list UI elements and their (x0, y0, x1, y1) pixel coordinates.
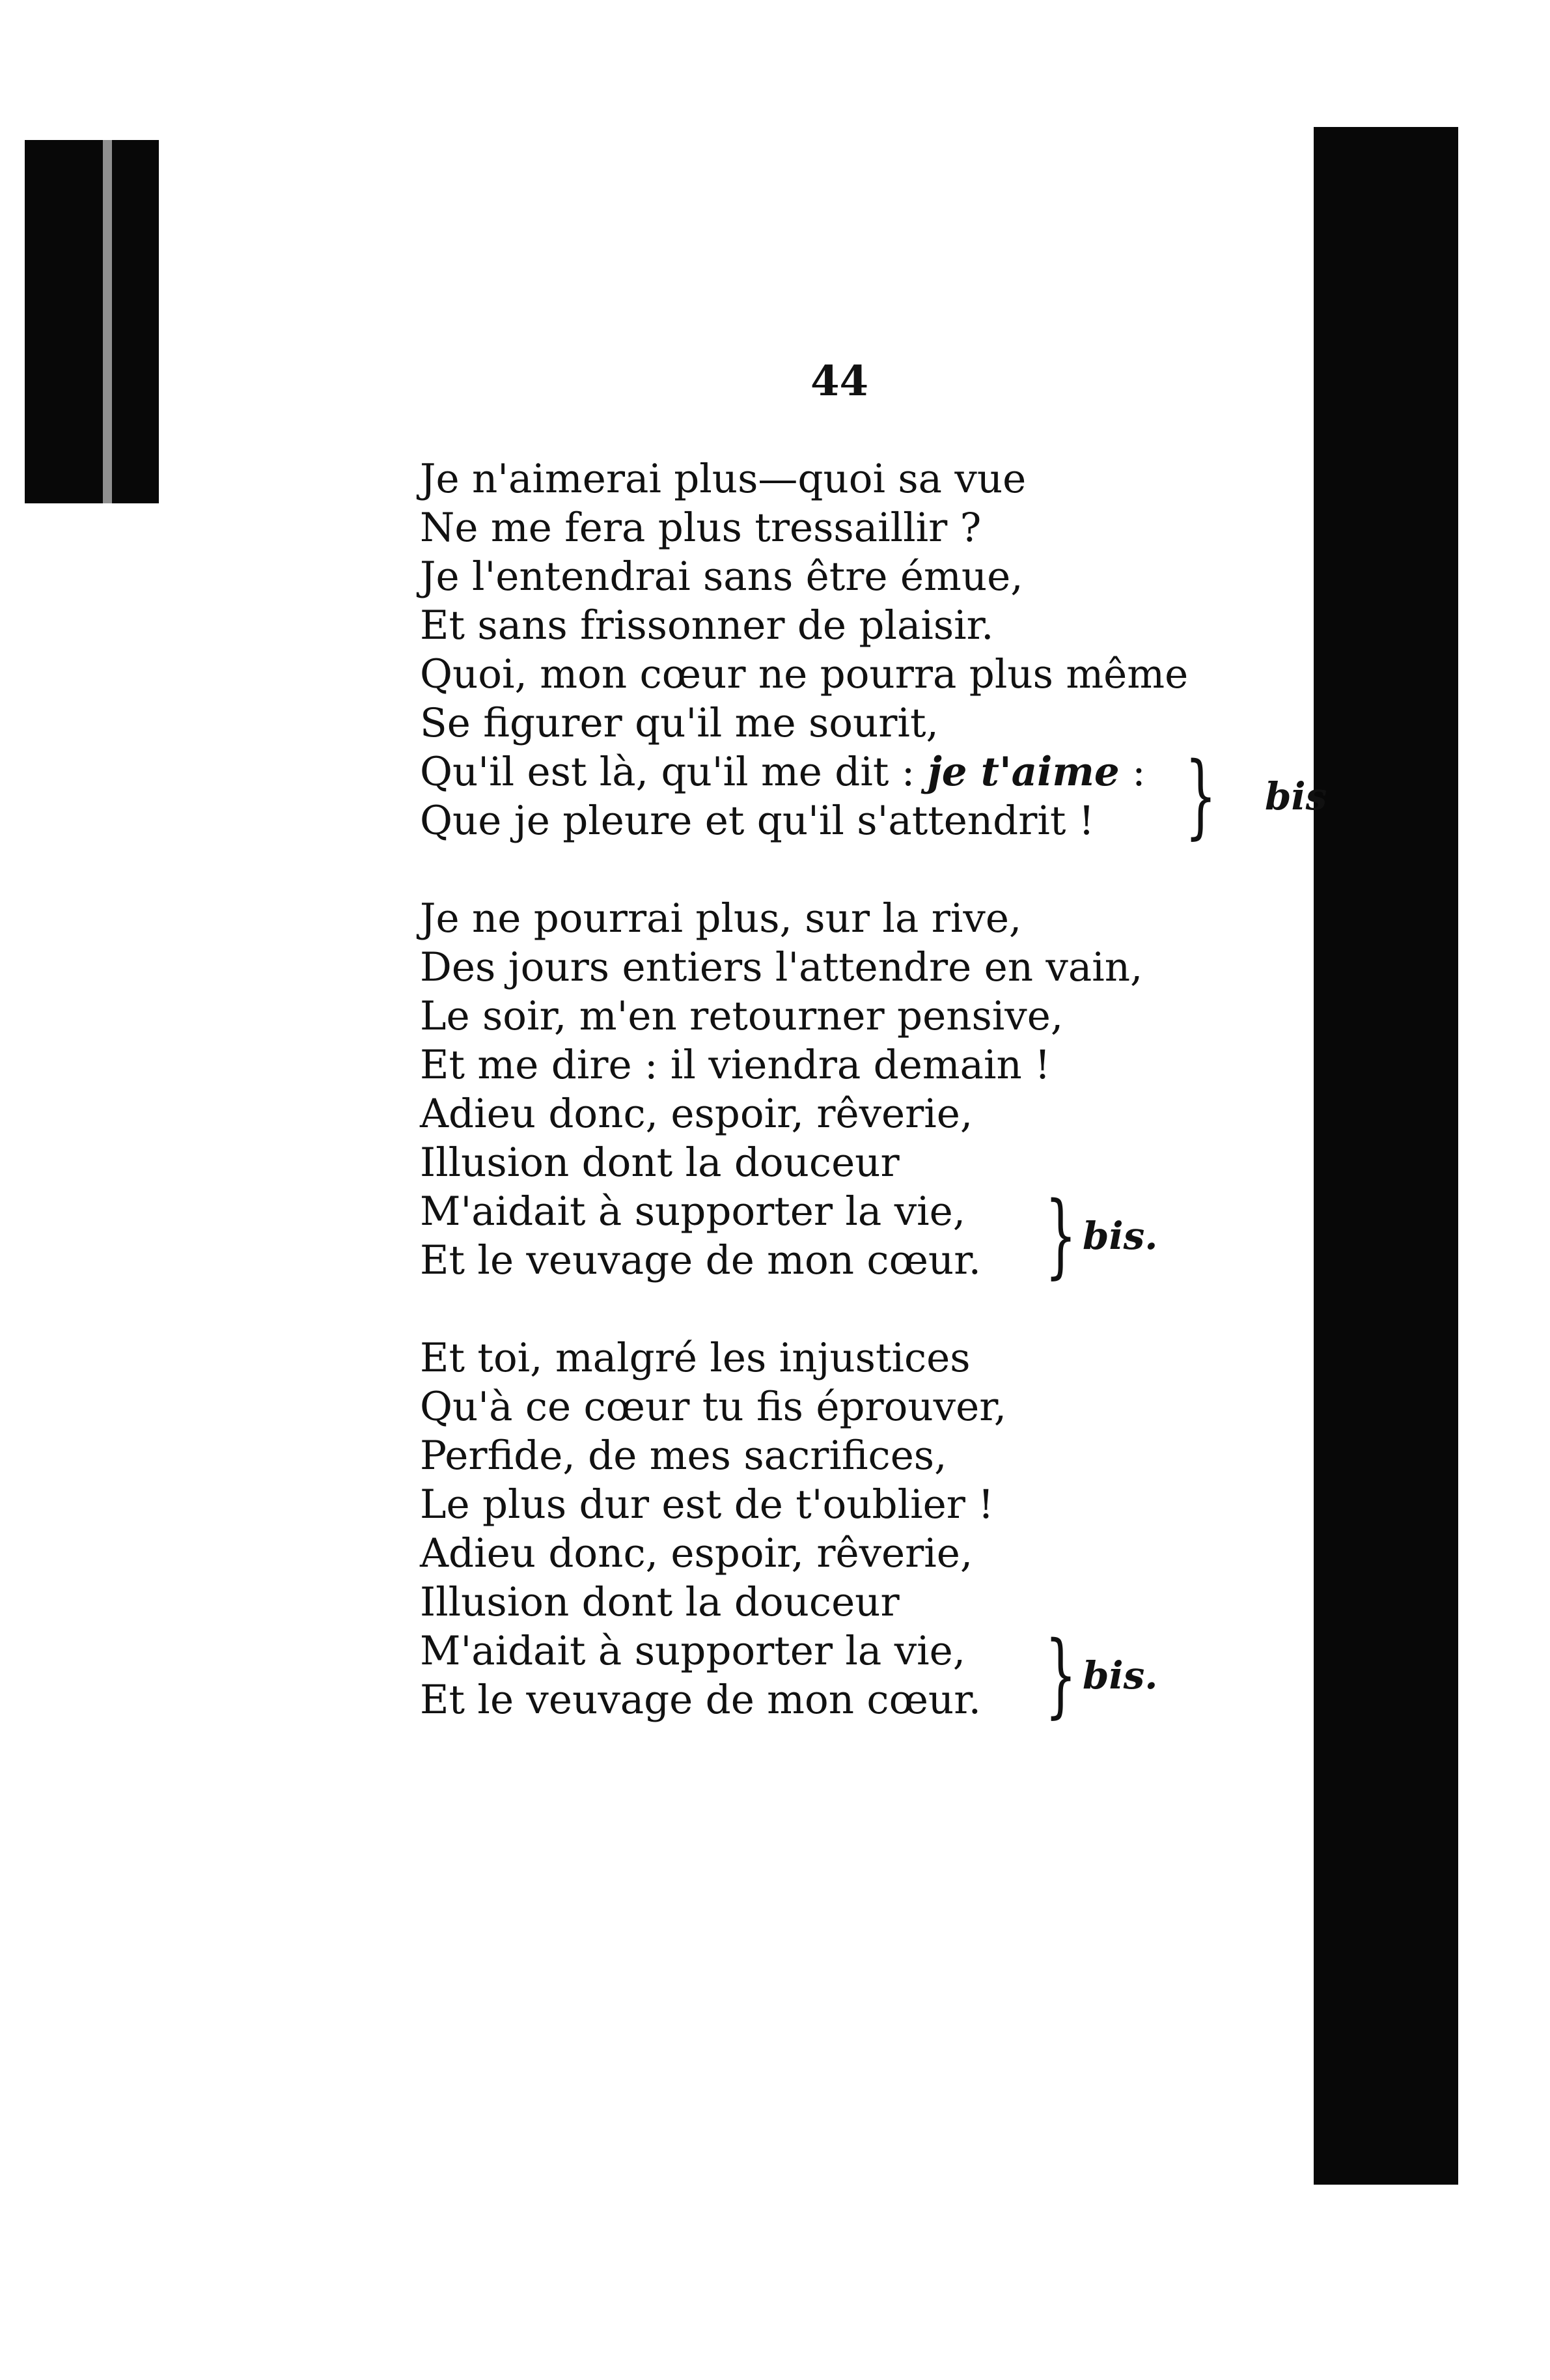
brace-glyph: } (1185, 743, 1217, 849)
verse-line: Et toi, malgré les injustices (420, 1335, 971, 1381)
bis-marker: bis. (1083, 1214, 1158, 1258)
brace-glyph: } (1045, 1183, 1077, 1289)
brace-glyph: } (1045, 1622, 1077, 1728)
verse-line: Adieu donc, espoir, rêverie, (420, 1530, 973, 1576)
verse-line: Ne me fera plus tressaillir ? (420, 505, 982, 551)
verse-line (420, 748, 1279, 796)
page-edge-shadow-right (1314, 127, 1458, 2185)
stanza-2 (420, 894, 1279, 1289)
refrain (420, 743, 1327, 849)
verse-line: M'aidait à supporter la vie, (420, 1628, 966, 1674)
verse-line: Et sans frissonner de plaisir. (420, 602, 994, 649)
verse-line: Qu'à ce cœur tu fis éprouver, (420, 1384, 1007, 1430)
refrain (420, 1622, 1279, 1728)
verse-line: Le plus dur est de t'oublier ! (420, 1481, 994, 1528)
bis-marker: bis. (1083, 1653, 1158, 1698)
stanza-1 (420, 455, 1327, 849)
verse-line: Je n'aimerai plus—quoi sa vue (420, 456, 1027, 502)
verse-line: Le soir, m'en retourner pensive, (420, 993, 1064, 1039)
verse-line: Adieu donc, espoir, rêverie, (420, 1091, 973, 1137)
verse-text: : (1119, 749, 1146, 795)
verse-line: Que je pleure et qu'il s'attendrit ! (420, 798, 1095, 844)
verse-line: Et me dire : il viendra demain ! (420, 1042, 1051, 1088)
stanza-3 (420, 1334, 1279, 1728)
page-number: 44 (810, 357, 869, 406)
verse-line: Et le veuvage de mon cœur. (420, 1237, 982, 1283)
emphasis-text: je t'aime (927, 749, 1120, 795)
page-edge-shadow-left (25, 140, 159, 503)
verse-line: Perfide, de mes sacrifices, (420, 1433, 947, 1479)
verse-line: M'aidait à supporter la vie, (420, 1188, 966, 1235)
verse-line: Illusion dont la douceur (420, 1579, 900, 1625)
poem (420, 455, 1327, 1773)
verse-text: Qu'il est là, qu'il me dit : (420, 749, 928, 795)
refrain (420, 1183, 1279, 1289)
bis-marker: bis (1265, 774, 1327, 819)
verse-line: Quoi, mon cœur ne pourra plus même (420, 651, 1189, 697)
verse-line: Et le veuvage de mon cœur. (420, 1677, 982, 1723)
verse-line: Je ne pourrai plus, sur la rive, (420, 895, 1022, 942)
verse-line: Je l'entendrai sans être émue, (420, 553, 1023, 600)
verse-line: Des jours entiers l'attendre en vain, (420, 944, 1143, 990)
verse-line: Illusion dont la douceur (420, 1140, 900, 1186)
verse-line: Se figurer qu'il me sourit, (420, 700, 939, 746)
